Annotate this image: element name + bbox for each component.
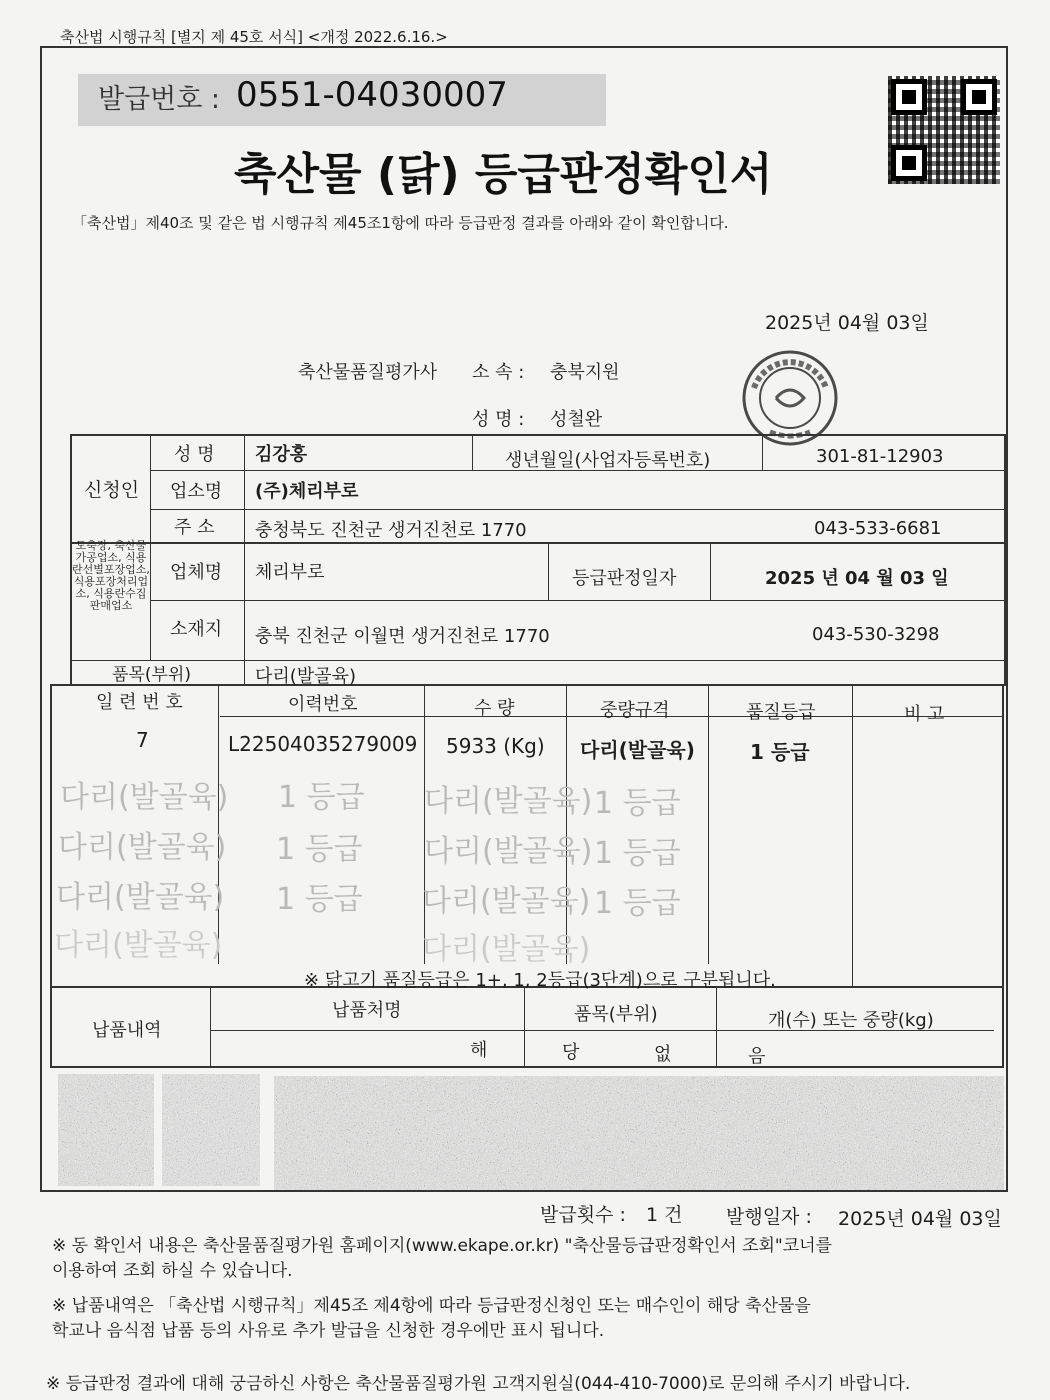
issue-date-label: 발행일자 : [726,1206,812,1228]
applicant-name: 김강홍 [255,444,308,465]
official-seal-icon [740,348,840,448]
applicant-company: (주)체리부로 [255,481,359,502]
row-quantity: 5933 (Kg) [446,734,545,758]
facility-company-label: 업체명 [170,562,223,583]
header-serial: 일 련 번 호 [96,692,183,713]
row-serial: 7 [136,728,149,752]
security-watermark: 1 등급 [276,882,363,917]
delivery-section-label: 납품내역 [92,1020,162,1041]
security-watermark: 다리(발골육) [58,830,227,865]
facility-location-label: 소재지 [170,619,223,640]
header-quantity: 수 량 [474,698,515,719]
delivery-empty-char: 당 [562,1042,580,1063]
header-trace-number: 이력번호 [288,694,358,715]
facility-section-label: 도축장, 축산물가공업소, 식용란선별포장업소, 식용포장처리업소, 식용란수집판매업소 [72,539,150,612]
security-watermark: 다리(발골육) [54,928,223,963]
security-watermark: 1 등급 [594,786,681,821]
delivery-header-item: 품목(부위) [574,1004,658,1025]
document-title: 축산물 (닭) 등급판정확인서 [234,149,773,200]
applicant-name-label: 성 명 [174,444,215,465]
grading-date: 2025 년 04 월 03 일 [765,568,949,589]
delivery-header-weight: 개(수) 또는 중량(kg) [768,1010,934,1031]
applicant-address-label: 주 소 [174,517,215,538]
delivery-empty-char: 없 [654,1044,672,1065]
delivery-empty-char: 음 [748,1046,766,1067]
form-reference: 축산법 시행규칙 [별지 제 45호 서식] <개정 2022.6.16.> [60,28,448,46]
inspector-name: 성철완 [550,409,603,430]
footnote-delivery: ※ 납품내역은 「축산법 시행규칙」제45조 제4항에 따라 등급판정신청인 또는 매수인이 해당 축산물을 학교나 음식점 납품 등의 사유로 추가 발급을 신청한 경우에만 표시 됩니다. [52,1296,811,1341]
row-weight-spec: 다리(발골육) [580,738,695,762]
applicant-company-label: 업소명 [170,481,223,502]
row-trace-number: L22504035279009 [228,732,418,756]
grading-date-label: 등급판정일자 [572,568,677,589]
security-watermark: 다리(발골육) [424,834,593,869]
inspector-name-label: 성 명 : [472,409,525,430]
delivery-header-recipient: 납품처명 [332,1000,402,1021]
issue-number-label: 발급번호 : [98,84,221,115]
inspector-role: 축산물품질평가사 [298,362,438,383]
applicant-address: 충청북도 진천군 생거진천로 1770 [255,520,527,541]
header-weight-spec: 중량규격 [600,700,670,721]
footnote-online-lookup: ※ 동 확인서 내용은 축산물품질평가원 홈페이지(www.ekape.or.kr) "축산물등급판정확인서 조회"코너를 이용하여 조회 하실 수 있습니다. [52,1236,833,1281]
security-watermark: 다리(발골육) [56,880,225,915]
security-watermark: 다리(발골육) [60,780,229,815]
issue-number: 0551-04030007 [236,75,508,115]
facility-phone: 043-530-3298 [812,624,940,645]
security-watermark: 다리(발골육) [422,884,591,919]
intro-statement: 「축산법」제40조 및 같은 법 시행규칙 제45조1항에 따라 등급판정 결과를 아래와 같이 확인합니다. [72,214,729,232]
header-remark: 비 고 [904,704,945,725]
affiliation-value: 충북지원 [550,362,620,383]
security-watermark: 1 등급 [594,886,681,921]
issue-count: 1 건 [646,1204,683,1226]
issue-count-label: 발급횟수 : [540,1204,626,1226]
facility-location: 충북 진천군 이월면 생거진천로 1770 [255,626,550,647]
issue-date: 2025년 04월 03일 [838,1208,1002,1230]
product-item: 다리(발골육) [255,666,356,687]
security-watermark: 다리(발골육) [424,784,593,819]
security-watermark: 1 등급 [594,836,681,871]
row-quality-grade: 1 등급 [750,740,810,764]
birth-biz-label: 생년월일(사업자등록번호) [505,450,711,471]
facility-company: 체리부로 [255,562,325,583]
qr-code-icon [888,76,1000,184]
delivery-empty-char: 해 [470,1040,488,1061]
security-barcode-pattern [52,1068,1004,1194]
security-watermark: 1 등급 [276,832,363,867]
grade-classification-note: ※ 닭고기 품질등급은 1+, 1, 2등급(3단계)으로 구분됩니다. [304,970,776,991]
footnote-contact: ※ 등급판정 결과에 대해 궁금하신 사항은 축산물품질평가원 고객지원실(044-410-7000)로 문의해 주시기 바랍니다. [46,1374,911,1394]
applicant-section-label: 신청인 [84,479,140,501]
security-watermark: 1 등급 [278,780,365,815]
product-item-label: 품목(부위) [112,665,191,685]
business-registration-number: 301-81-12903 [816,446,944,467]
applicant-phone: 043-533-6681 [814,518,942,539]
security-watermark: 다리(발골육) [422,932,591,967]
affiliation-label: 소 속 : [472,362,525,383]
header-quality-grade: 품질등급 [746,702,816,723]
certificate-date: 2025년 04월 03일 [765,312,929,334]
